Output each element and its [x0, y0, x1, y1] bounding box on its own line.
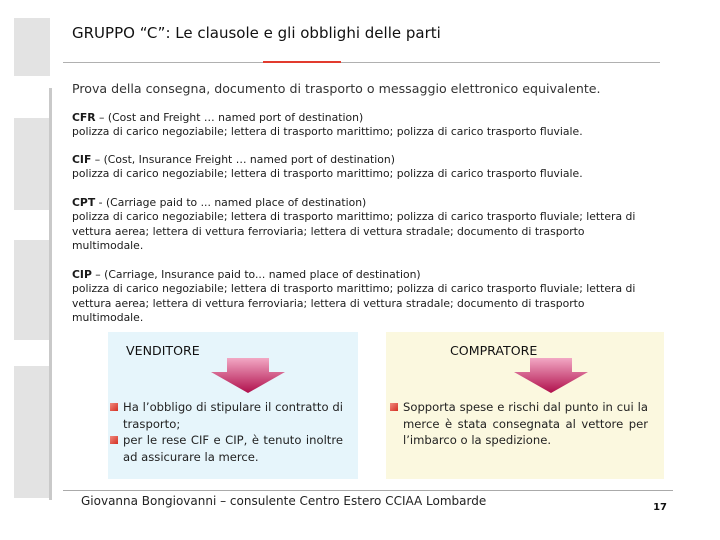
page-number: 17: [653, 502, 667, 513]
term-heading-text: – (Carriage, Insurance paid to... named place of destination): [91, 268, 421, 281]
square-bullet-icon: [110, 403, 118, 411]
bullet-item: [110, 399, 343, 432]
down-arrow-icon: [510, 358, 592, 394]
term-heading: [72, 111, 656, 125]
bullet-item: [390, 399, 648, 449]
side-decor-block: [14, 240, 50, 340]
term-body: polizza di carico negoziabile; lettera di trasporto marittimo; polizza di carico trasporto fluviale.: [72, 125, 583, 139]
title-rule-accent: [263, 61, 341, 63]
footer-rule: [63, 490, 673, 491]
venditore-bullets: [110, 399, 343, 465]
term-heading: [72, 196, 656, 210]
term-heading: [72, 268, 656, 282]
square-bullet-icon: [110, 436, 118, 444]
term-body: polizza di carico negoziabile; lettera di trasporto marittimo; polizza di carico trasporto fluviale.: [72, 167, 583, 181]
term-heading-text: – (Cost, Insurance Freight … named port of destination): [91, 153, 395, 166]
square-bullet-icon: [390, 403, 398, 411]
intro-text: Prova della consegna, documento di trasporto o messaggio elettronico equivalente.: [72, 81, 601, 96]
footer-text: Giovanna Bongiovanni – consulente Centro Estero CCIAA Lombarde: [81, 494, 487, 508]
term-code: CPT: [72, 196, 96, 209]
down-arrow-icon: [207, 358, 289, 394]
term-block-cfr: [72, 111, 656, 140]
term-code: CIP: [72, 268, 92, 281]
title-rule: [63, 62, 263, 63]
compratore-title: COMPRATORE: [450, 343, 538, 358]
bullet-text: Ha l’obbligo di stipulare il contratto di trasporto;: [123, 400, 343, 431]
term-block-cip: [72, 268, 656, 326]
bullet-text: per le rese CIF e CIP, è tenuto inoltre ad assicurare la merce.: [123, 433, 343, 464]
title-rule: [341, 62, 660, 63]
term-code: CIF: [72, 153, 92, 166]
term-body: polizza di carico negoziabile; lettera di trasporto marittimo; polizza di carico trasporto fluviale; lettera di vettura aerea; lettera di vettura ferroviaria; lettera di vettura stradale; documento di trasporto multimodale.: [72, 210, 636, 253]
side-decor-block: [14, 366, 50, 498]
side-decor-block: [14, 118, 50, 210]
term-heading-text: – (Cost and Freight … named port of destination): [95, 111, 364, 124]
term-code: CFR: [72, 111, 96, 124]
compratore-bullets: [390, 399, 648, 449]
bullet-text: Sopporta spese e rischi dal punto in cui la merce è stata consegnata al vettore per l’imbarco o la spedizione.: [403, 400, 648, 447]
term-body: polizza di carico negoziabile; lettera di trasporto marittimo; polizza di carico trasporto fluviale; lettera di vettura aerea; lettera di vettura ferroviaria; lettera di vettura stradale; documento di trasporto multimodale.: [72, 282, 636, 325]
venditore-title: VENDITORE: [126, 343, 200, 358]
side-divider: [49, 88, 52, 500]
term-heading: [72, 153, 656, 167]
slide-title: GRUPPO “C”: Le clausole e gli obblighi delle parti: [72, 24, 441, 42]
term-heading-text: - (Carriage paid to ... named place of destination): [95, 196, 367, 209]
side-decor-block: [14, 18, 50, 76]
bullet-item: [110, 432, 343, 465]
term-block-cpt: [72, 196, 656, 254]
term-block-cif: [72, 153, 656, 182]
